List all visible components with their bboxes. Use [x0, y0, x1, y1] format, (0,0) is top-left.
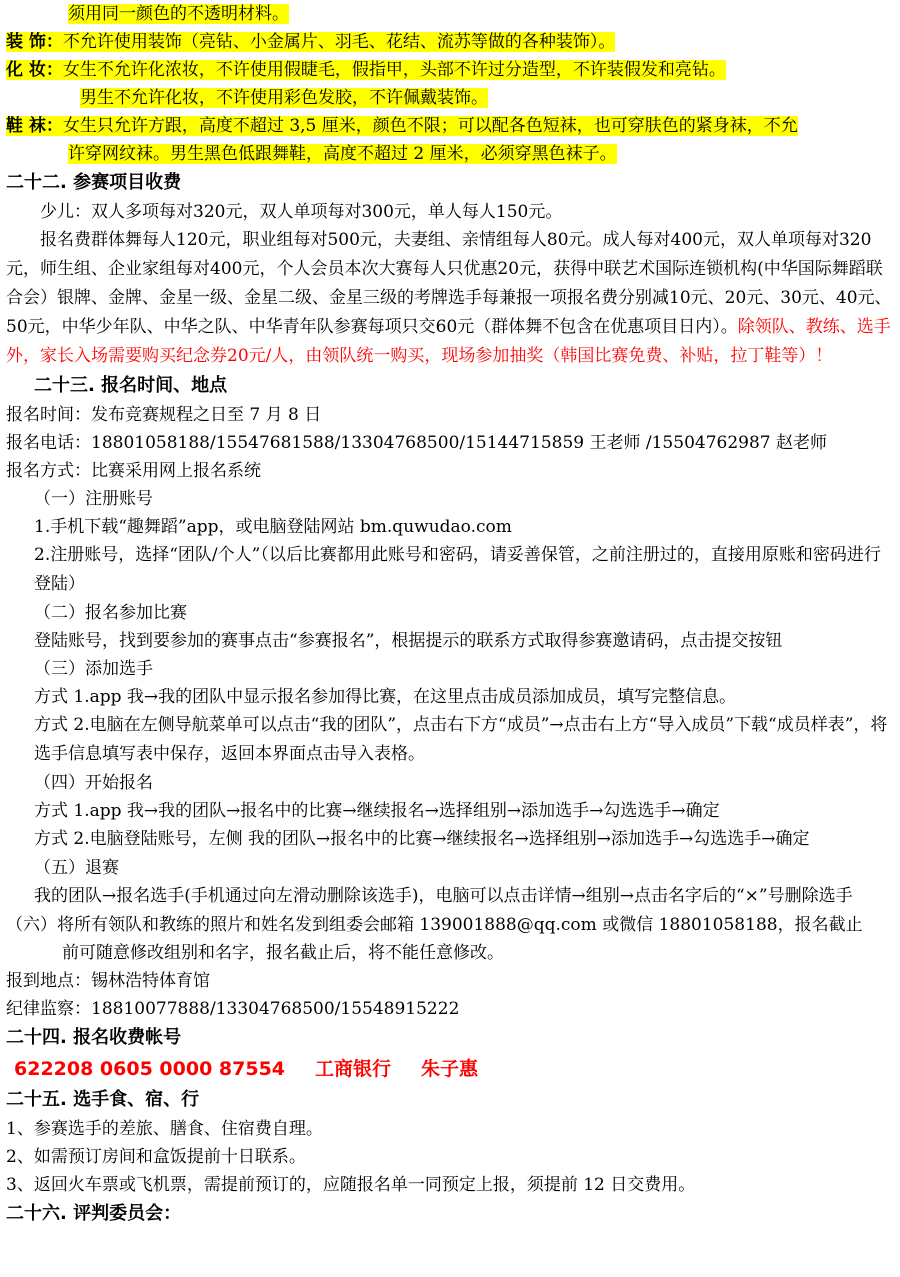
section-22-title: 二十二. 参赛项目收费 [6, 172, 182, 193]
rule-label: 鞋 袜： [6, 116, 63, 136]
rule-shoes: 鞋 袜：女生只允许方跟，高度不超过 3,5 厘米，颜色不限；可以配各色短袜，也可穿肤色的紧身袜，不允 [6, 116, 798, 136]
rule-label: 装 饰： [6, 32, 63, 52]
discipline-supervision: 纪律监察：18810077888/13304768500/15548915222 [6, 999, 460, 1019]
fee-notice-red: 除领队、教练、选手外，家长入场需要购买纪念券20元/人，由领队统一购买，现场参加抽奖（韩国比赛免费、补贴，拉丁鞋等）！ [6, 317, 891, 366]
signup-method: 报名方式：比赛采用网上报名系统 [6, 461, 261, 481]
bank-account-line [6, 1053, 896, 1085]
section-25-title: 二十五. 选手食、宿、行 [6, 1089, 200, 1110]
section-23-title: 二十三. 报名时间、地点 [34, 375, 228, 396]
step-1-b: 2.注册账号，选择“团队/个人”（以后比赛都用此账号和密码，请妥善保管，之前注册过的，直接用原账和密码进行登陆） [34, 545, 881, 594]
step-3-title: （三）添加选手 [34, 659, 153, 679]
section-26-title: 二十六. 评判委员会： [6, 1203, 182, 1224]
step-1-a: 1.手机下载“趣舞蹈”app，或电脑登陆网站 bm.quwudao.com [34, 517, 512, 537]
lodging-item: 2、如需预订房间和盒饭提前十日联系。 [6, 1147, 306, 1167]
rule-ornament: 装 饰：不允许使用装饰（亮钻、小金属片、羽毛、花结、流苏等做的各种装饰）。 [6, 32, 616, 52]
step-6-a: （六）将所有领队和教练的照片和姓名发到组委会邮箱 139001888@qq.com 或微信 18801058188，报名截止 [6, 915, 863, 935]
bank-name: 工商银行 [315, 1058, 392, 1080]
step-1-title: （一）注册账号 [34, 489, 153, 509]
fee-paragraph: 报名费群体舞每人120元，职业组每对500元，夫妻组、亲情组每人80元。成人每对400元，双人单项每对320元，师生组、企业家组每对400元，个人会员本次大赛每人只优惠20元，获得中联艺术国际连锁机构(中华国际舞蹈联合会）银牌、金牌、金星一级、金星二级、金星三级的考牌选手每兼报一项报名费分别减10元、20元、30元、40元、50元，中华少年队、中华之队、中华青年队参赛每项只交60元（群体舞不包含在优惠项目日内）。除领队、教练、选手外，家长入场需要购买纪念券20元/人，由领队统一购买，现场参加抽奖（韩国比赛免费、补贴，拉丁鞋等）！ [6, 230, 892, 366]
lodging-item: 3、返回火车票或飞机票，需提前预订的，应随报名单一同预定上报，须提前 12 日交费用。 [6, 1175, 696, 1195]
signup-phone: 报名电话：18801058188/15547681588/13304768500/15144715859 王老师 /15504762987 赵老师 [6, 433, 827, 453]
rule-makeup: 化 妆：女生不允许化浓妆，不许使用假睫毛，假指甲，头部不许过分造型，不许装假发和亮钻。 [6, 60, 726, 80]
step-2-title: （二）报名参加比赛 [34, 603, 187, 623]
signup-time: 报名时间：发布竞赛规程之日至 7 月 8 日 [6, 405, 322, 425]
rule-opaque-material: 须用同一颜色的不透明材料。 [68, 4, 289, 24]
account-holder: 朱子惠 [421, 1058, 479, 1080]
step-6-b: 前可随意修改组别和名字，报名截止后，将不能任意修改。 [62, 943, 504, 963]
step-5-title: （五）退赛 [34, 858, 119, 878]
rule-label: 化 妆： [6, 60, 63, 80]
step-4-title: （四）开始报名 [34, 773, 153, 793]
account-number: 622208 0605 0000 87554 [14, 1058, 286, 1080]
checkin-place: 报到地点：锡林浩特体育馆 [6, 971, 210, 991]
step-5-a: 我的团队→报名选手(手机通过向左滑动删除该选手)，电脑可以点击详情→组别→点击名字后的“×”号删除选手 [34, 886, 853, 906]
step-4-a: 方式 1.app 我→我的团队→报名中的比赛→继续报名→选择组别→添加选手→勾选选手→确定 [34, 801, 720, 821]
fee-children: 少儿：双人多项每对320元，双人单项每对300元，单人每人150元。 [40, 202, 563, 222]
lodging-item: 1、参赛选手的差旅、膳食、住宿费自理。 [6, 1119, 323, 1139]
step-3-a: 方式 1.app 我→我的团队中显示报名参加得比赛，在这里点击成员添加成员，填写完整信息。 [34, 687, 737, 707]
rule-makeup-male: 男生不允许化妆，不许使用彩色发胶，不许佩戴装饰。 [80, 88, 488, 108]
step-3-b: 方式 2.电脑在左侧导航菜单可以点击“我的团队”，点击右下方“成员”→点击右上方“导入成员”下载“成员样表”，将选手信息填写表中保存，返回本界面点击导入表格。 [34, 715, 888, 764]
section-24-title: 二十四. 报名收费帐号 [6, 1027, 182, 1048]
step-4-b: 方式 2.电脑登陆账号，左侧 我的团队→报名中的比赛→继续报名→选择组别→添加选手→勾选选手→确定 [34, 829, 810, 849]
rule-shoes-cont: 许穿网纹袜。男生黑色低跟舞鞋，高度不超过 2 厘米，必须穿黑色袜子。 [68, 144, 617, 164]
step-2-a: 登陆账号，找到要参加的赛事点击“参赛报名”，根据提示的联系方式取得参赛邀请码，点击提交按钮 [34, 631, 783, 651]
